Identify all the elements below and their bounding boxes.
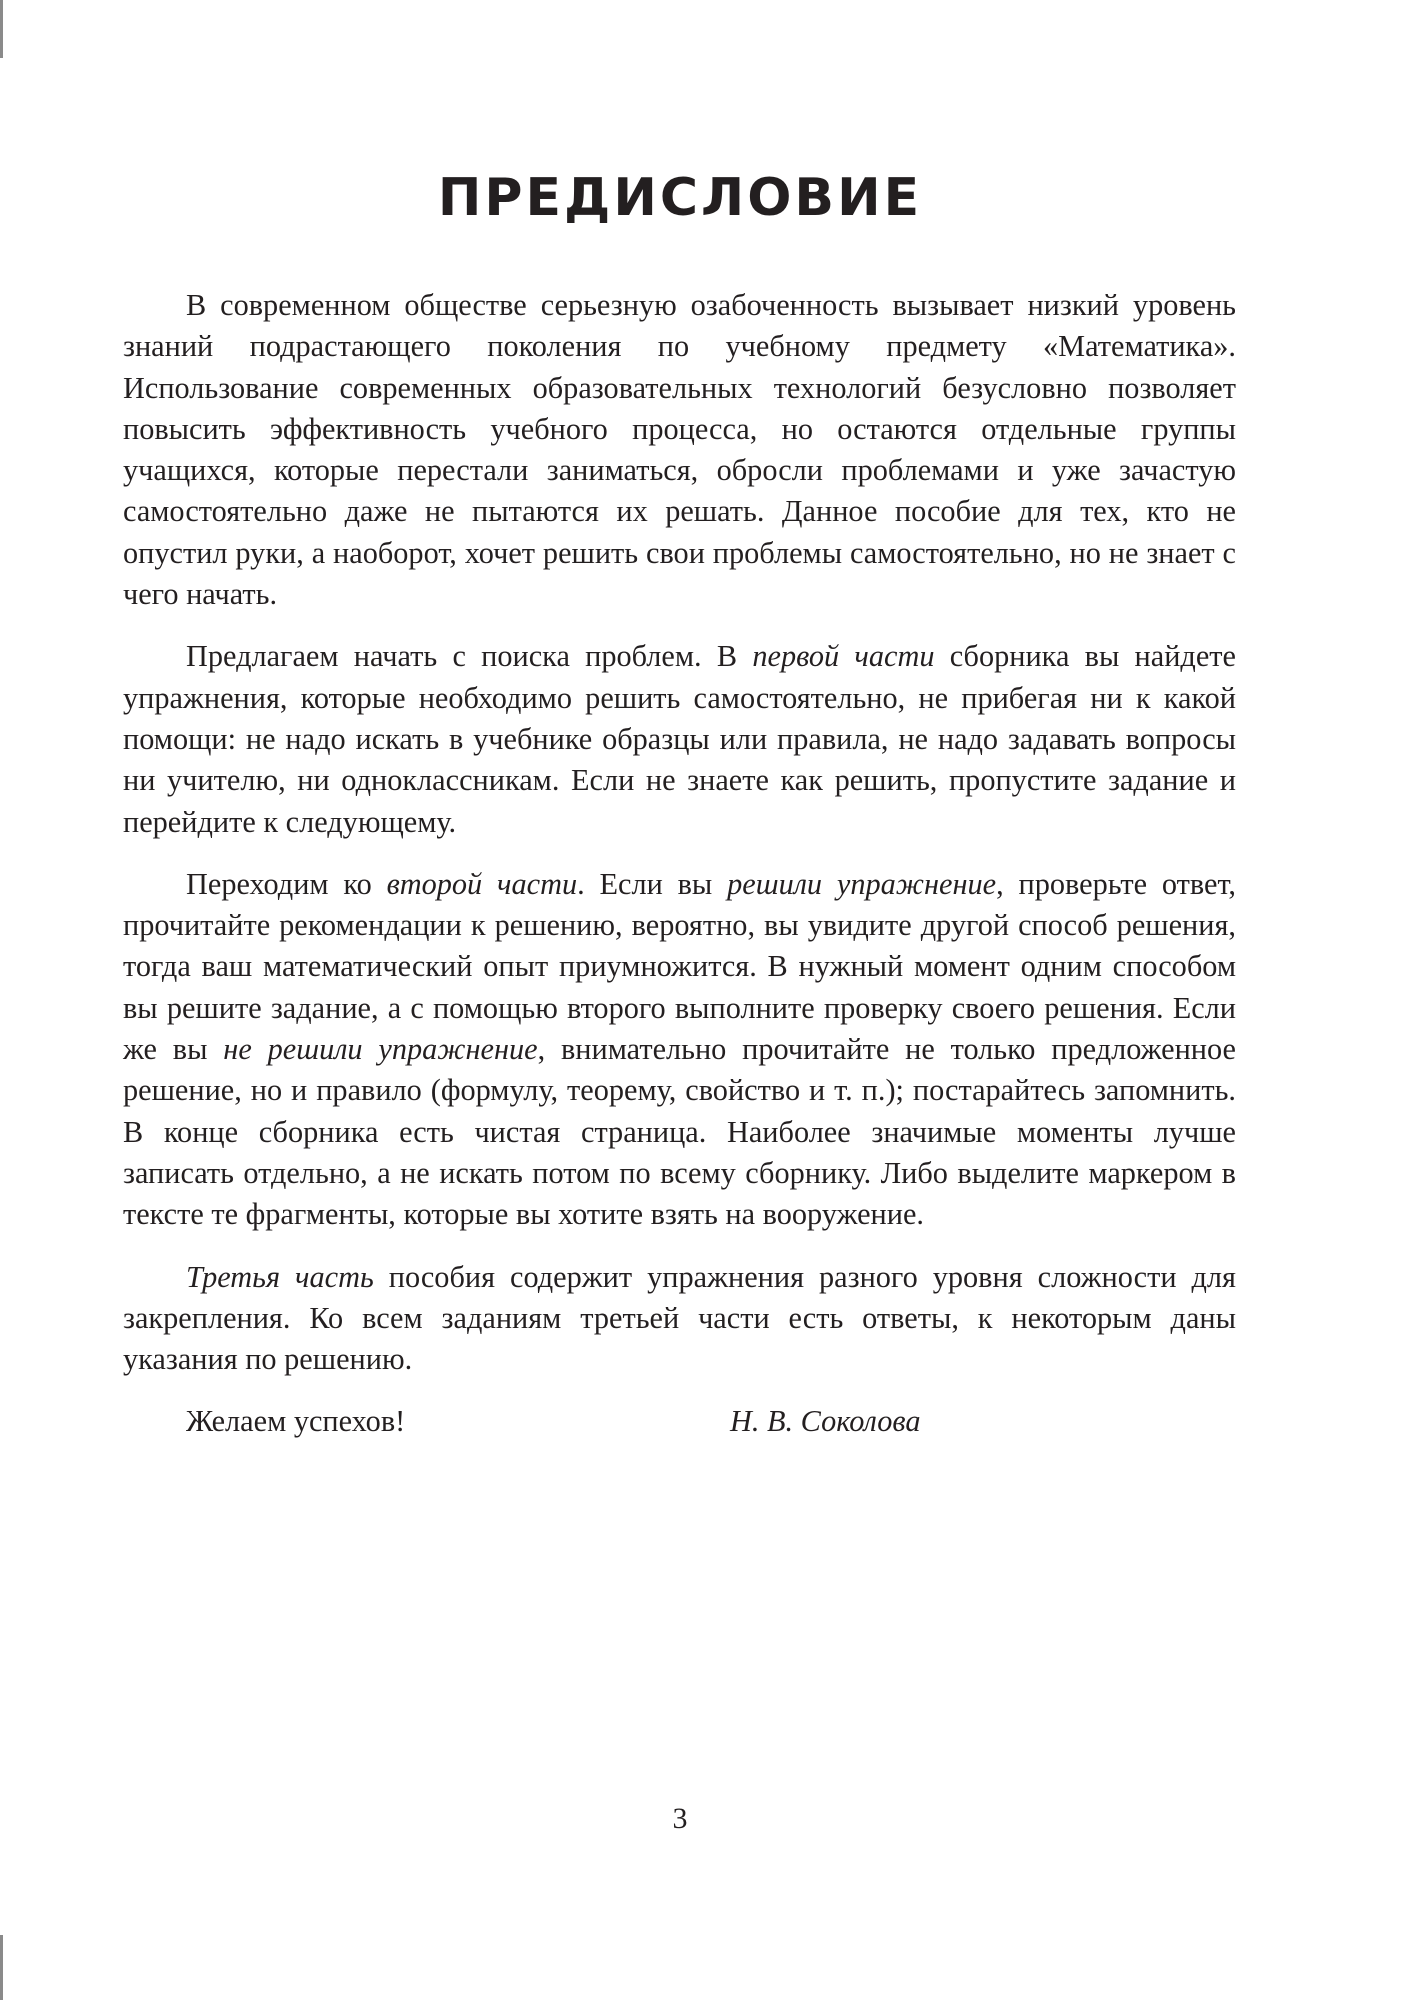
paragraph-3-emphasis-2: решили упражнение (727, 866, 997, 901)
page-title: ПРЕДИСЛОВИЕ (437, 168, 923, 228)
paragraph-4-emphasis-1: Третья часть (186, 1259, 374, 1294)
page-number: 3 (672, 1802, 688, 1835)
paragraph-4 (123, 1257, 1236, 1381)
signoff-line (123, 1401, 1236, 1443)
greeting: Желаем успехов! (186, 1404, 406, 1439)
page-edge-line-top (0, 0, 3, 58)
preface-body (123, 285, 1236, 1443)
author-signature: Н. В. Соколова (730, 1404, 921, 1439)
paragraph-3-text-a: Переходим ко (186, 866, 387, 901)
paragraph-3-emphasis-1: второй части (386, 866, 578, 901)
paragraph-2-text-a: Предлагаем начать с поиска проблем. В (186, 639, 753, 674)
paragraph-4-text-a: пособия содержит упражнения разного уровня сложности для закрепления. Ко всем заданиям третьей части есть ответы, к некоторым даны указания по решению. (123, 1259, 1236, 1377)
paragraph-1: В современном обществе серьезную озабоченность вызывает низкий уровень знаний подрастающего поколения по учебному предмету «Математика». Использование современных образовательных технологий безусловно позволяет повысить эффективность учебного процесса, но остаются отдельные группы учащихся, которые перестали заниматься, обросли проблемами и уже зачастую самостоятельно даже не пытаются их решать. Данное пособие для тех, кто не опустил руки, а наоборот, хочет решить свои проблемы самостоятельно, но не знает с чего начать. (123, 288, 1236, 612)
paragraph-2-text-b: сборника вы найдете упражнения, которые необходимо решить самостоятельно, не прибегая ни к какой помощи: не надо искать в учебнике образцы или правила, не надо задавать вопросы ни учителю, ни одноклассникам. Если не знаете как решить, пропустите задание и перейдите к следующему. (123, 639, 1236, 839)
paragraph-2 (123, 636, 1236, 842)
paragraph-3-text-c: , проверьте ответ, прочитайте рекомендации к решению, вероятно, вы увидите другой способ решения, тогда ваш математический опыт приумножится. В нужный момент одним способом вы решите задание, а с помощью второго выполните проверку своего решения. Если же вы (123, 866, 1236, 1067)
paragraph-2-emphasis-1: первой части (752, 639, 935, 674)
paragraph-3-emphasis-3: не решили упражнение (223, 1032, 538, 1067)
paragraph-3-text-d: , внимательно прочитайте не только предложенное решение, но и правило (формулу, теорему, свойство и т. п.); постарайтесь запомнить. В конце сборника есть чистая страница. Наиболее значимые моменты лучше записать отдельно, а не искать потом по всему сборнику. Либо выделите маркером в тексте те фрагменты, которые вы хотите взять на вооружение. (123, 1032, 1236, 1232)
paragraph-3-text-b: . Если вы (577, 866, 728, 901)
page-edge-line-bottom (0, 1935, 3, 2000)
paragraph-3 (123, 864, 1236, 1236)
